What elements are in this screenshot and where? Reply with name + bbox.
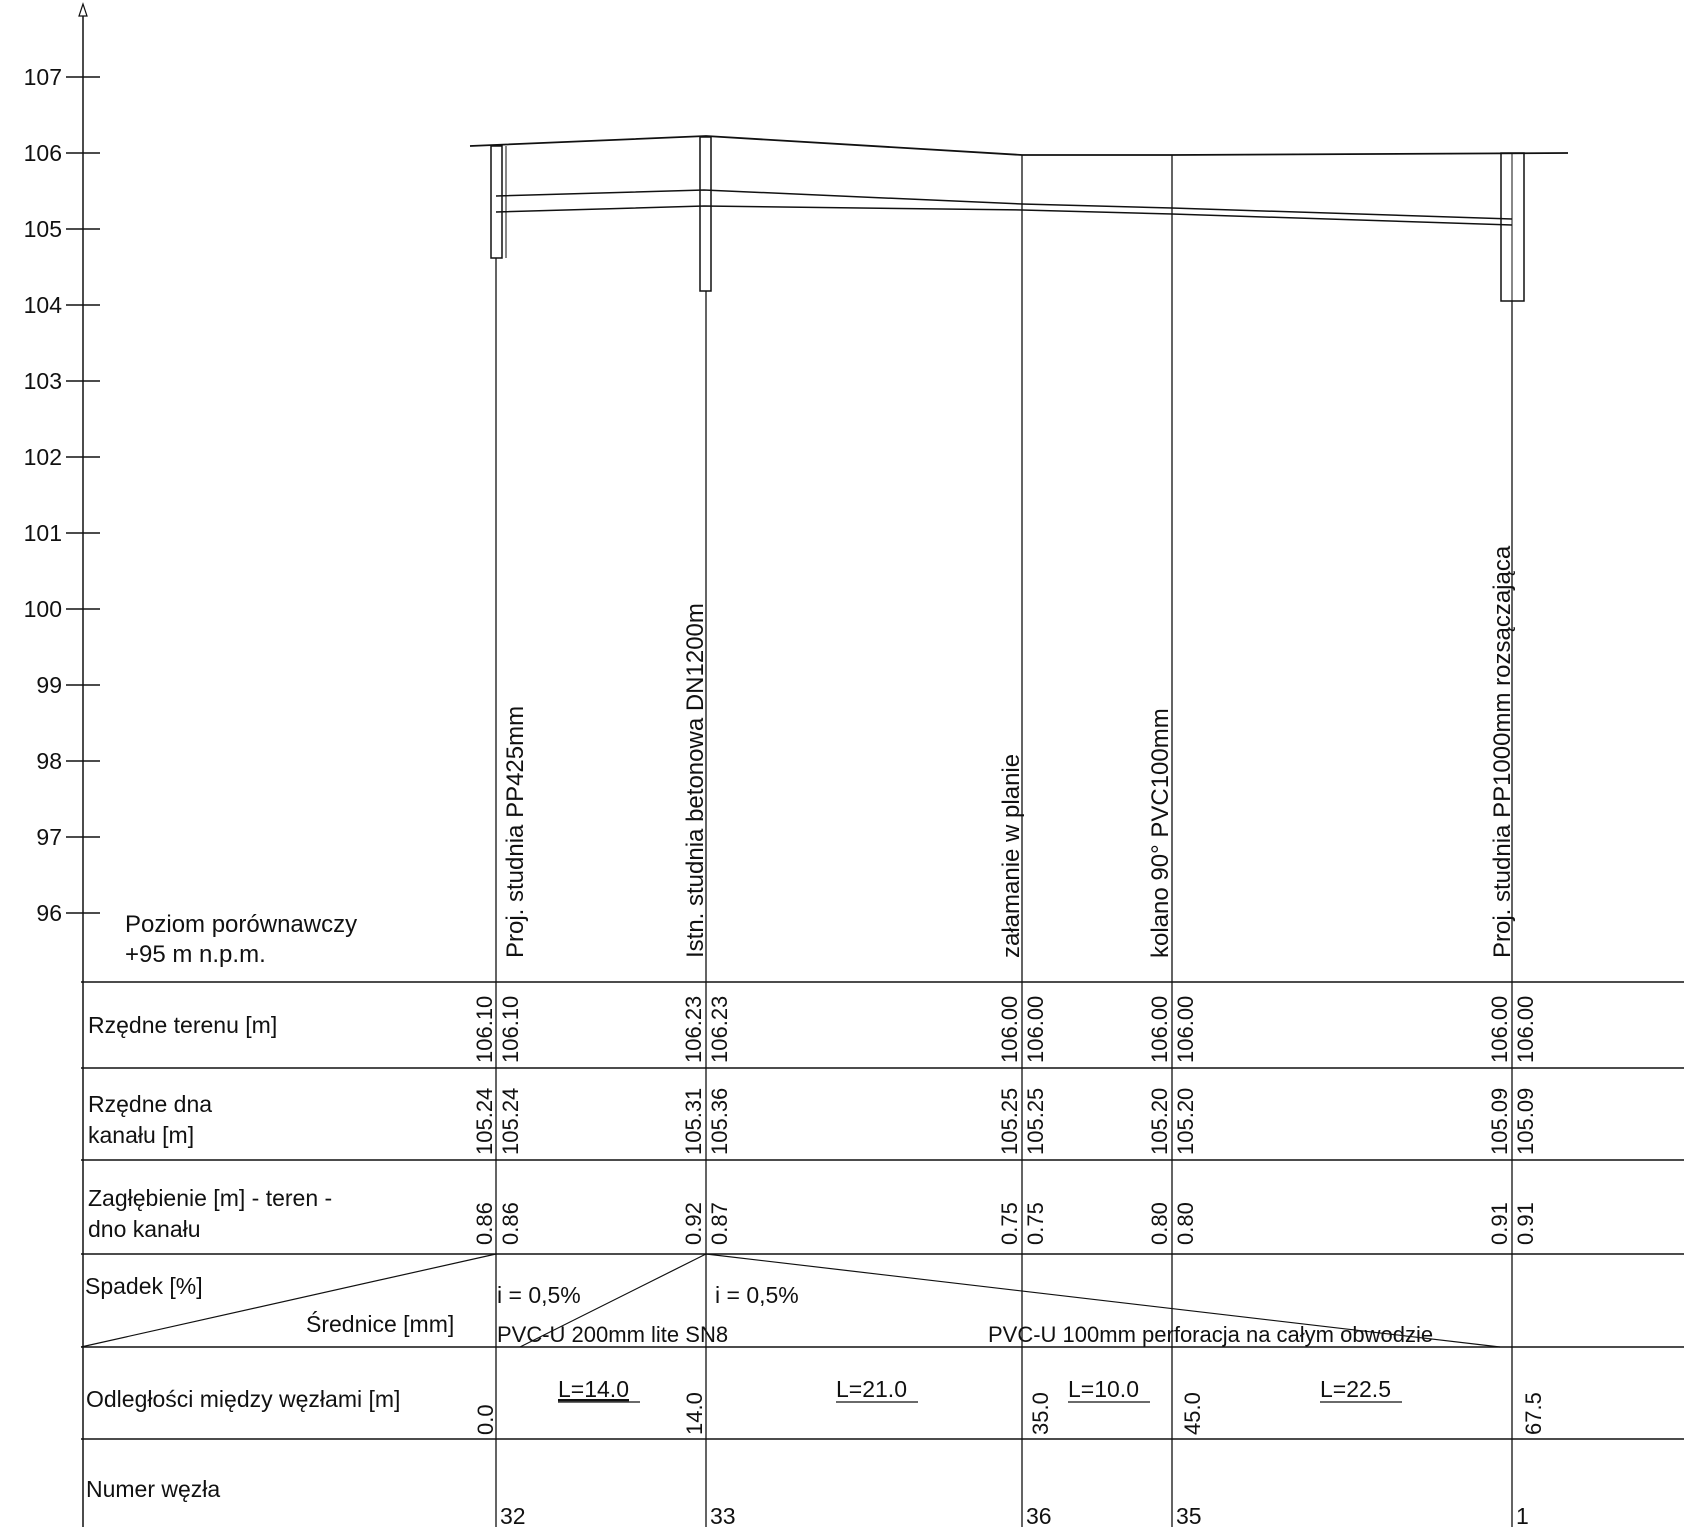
node-descriptions xyxy=(502,545,1516,958)
axis-tick-label: 106 xyxy=(23,140,62,166)
terrain-36-left: 106.00 xyxy=(997,995,1022,1063)
length-segment-4: L=22.5 xyxy=(1320,1376,1391,1402)
node-number-35: 35 xyxy=(1176,1503,1202,1527)
terrain-32-right: 106.10 xyxy=(498,995,523,1063)
station-36: 35.0 xyxy=(1028,1392,1053,1435)
terrain-32-left: 106.10 xyxy=(472,995,497,1063)
depth-36-left: 0.75 xyxy=(997,1202,1022,1245)
row-label-terrain: Rzędne terenu [m] xyxy=(88,1012,278,1038)
axis-tick-label: 103 xyxy=(23,368,62,394)
pipe-top-line xyxy=(496,190,1512,219)
profile-table xyxy=(81,982,1684,1527)
axis-tick-label: 96 xyxy=(36,900,62,926)
axis-tick-label: 107 xyxy=(23,64,62,90)
terrain-33-left: 106.23 xyxy=(681,995,706,1063)
invert-35-left: 105.20 xyxy=(1147,1087,1172,1155)
row-label-distances: Odległości między węzłami [m] xyxy=(86,1386,401,1412)
length-segment-2: L=21.0 xyxy=(836,1376,907,1402)
axis-tick-label: 100 xyxy=(23,596,62,622)
pipe-bottom-line xyxy=(496,206,1512,225)
station-1: 67.5 xyxy=(1521,1392,1546,1435)
length-segment-1: L=14.0 xyxy=(558,1376,629,1402)
invert-36-left: 105.25 xyxy=(997,1087,1022,1155)
node-number-32: 32 xyxy=(500,1503,526,1527)
terrain-line xyxy=(470,136,1568,155)
depth-32-left: 0.86 xyxy=(472,1202,497,1245)
axis-arrow-icon xyxy=(79,4,87,16)
terrain-33-right: 106.23 xyxy=(707,995,732,1063)
terrain-1-right: 106.00 xyxy=(1513,995,1538,1063)
well-32 xyxy=(491,146,502,258)
node-desc-1: Proj. studnia PP1000mm rozsączająca xyxy=(1489,545,1516,958)
axis-tick-label: 105 xyxy=(23,216,62,242)
row-label-slope: Spadek [%] xyxy=(85,1273,203,1299)
depth-1-left: 0.91 xyxy=(1487,1202,1512,1245)
station-35: 45.0 xyxy=(1180,1392,1205,1435)
row-label-invert-1: Rzędne dna xyxy=(88,1091,213,1117)
slope-segment-1: i = 0,5% xyxy=(497,1282,581,1308)
terrain-1-left: 106.00 xyxy=(1487,995,1512,1063)
row-label-node-number: Numer węzła xyxy=(86,1476,221,1502)
terrain-35-right: 106.00 xyxy=(1173,995,1198,1063)
depth-36-right: 0.75 xyxy=(1023,1202,1048,1245)
axis-tick-label: 101 xyxy=(23,520,62,546)
node-desc-36: załamanie w planie xyxy=(998,753,1025,958)
node-number-1: 1 xyxy=(1516,1503,1529,1527)
length-segment-3: L=10.0 xyxy=(1068,1376,1139,1402)
axis-tick-label: 98 xyxy=(36,748,62,774)
invert-1-left: 105.09 xyxy=(1487,1087,1512,1155)
terrain-35-left: 106.00 xyxy=(1147,995,1172,1063)
node-number-36: 36 xyxy=(1026,1503,1052,1527)
node-desc-35: kolano 90° PVC100mm xyxy=(1147,708,1174,958)
pipe-segment-2: PVC-U 100mm perforacja na całym obwodzie xyxy=(988,1322,1434,1347)
invert-32-left: 105.24 xyxy=(472,1087,497,1155)
well-33 xyxy=(700,137,711,291)
datum-line2: +95 m n.p.m. xyxy=(125,941,266,968)
depth-35-right: 0.80 xyxy=(1173,1202,1198,1245)
invert-32-right: 105.24 xyxy=(498,1087,523,1155)
axis-tick-label: 97 xyxy=(36,824,62,850)
station-33: 14.0 xyxy=(682,1392,707,1435)
axis-tick-label: 102 xyxy=(23,444,62,470)
invert-35-right: 105.20 xyxy=(1173,1087,1198,1155)
slope-segment-2: i = 0,5% xyxy=(715,1282,799,1308)
node-desc-32: Proj. studnia PP425mm xyxy=(502,705,529,958)
node-number-33: 33 xyxy=(710,1503,736,1527)
invert-33-right: 105.36 xyxy=(707,1087,732,1155)
depth-33-right: 0.87 xyxy=(707,1202,732,1245)
depth-32-right: 0.86 xyxy=(498,1202,523,1245)
station-32: 0.0 xyxy=(473,1404,498,1435)
row-label-depth-2: dno kanału xyxy=(88,1216,201,1242)
terrain-36-right: 106.00 xyxy=(1023,995,1048,1063)
depth-1-right: 0.91 xyxy=(1513,1202,1538,1245)
axis-tick-label: 99 xyxy=(36,672,62,698)
node-desc-33: Istn. studnia betonowa DN1200m xyxy=(682,603,709,958)
pipe-segment-1: PVC-U 200mm lite SN8 xyxy=(497,1322,729,1347)
datum-line1: Poziom porównawczy xyxy=(125,911,358,938)
row-label-depth-1: Zagłębienie [m] - teren - xyxy=(88,1185,333,1211)
invert-36-right: 105.25 xyxy=(1023,1087,1048,1155)
axis-tick-label: 104 xyxy=(23,292,62,318)
row-label-diameters: Średnice [mm] xyxy=(306,1311,455,1337)
invert-1-right: 105.09 xyxy=(1513,1087,1538,1155)
invert-33-left: 105.31 xyxy=(681,1087,706,1155)
depth-33-left: 0.92 xyxy=(681,1202,706,1245)
depth-35-left: 0.80 xyxy=(1147,1202,1172,1245)
row-label-invert-2: kanału [m] xyxy=(88,1122,195,1148)
